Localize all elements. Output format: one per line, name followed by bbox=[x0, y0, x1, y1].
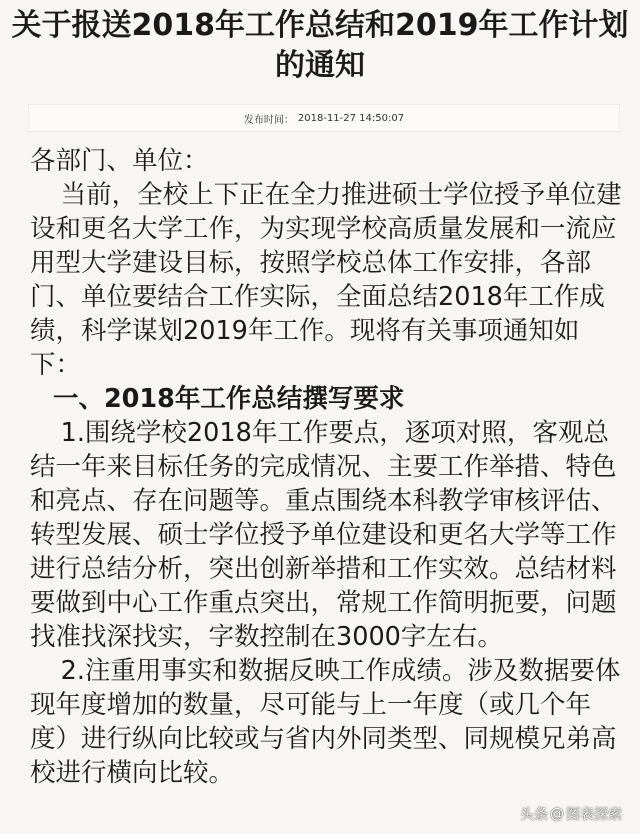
watermark-at: @ bbox=[550, 806, 564, 822]
requirement-item-2: 2.注重用事实和数据反映工作成绩。涉及数据要体现年度增加的数量，尽可能与上一年度（或几个年度）进行纵向比较或与省内外同类型、同规模兄弟高校进行横向比较。 bbox=[30, 656, 621, 788]
watermark-source: 头条 bbox=[520, 807, 548, 823]
section-heading-1: 一、2018年工作总结撰写要求 bbox=[52, 384, 405, 414]
publish-time-value: 2018-11-27 14:50:07 bbox=[297, 112, 405, 124]
notice-body bbox=[30, 144, 626, 790]
intro-paragraph: 当前，全校上下正在全力推进硕士学位授予单位建设和更名大学工作，为实现学校高质量发展和一流应用型大学建设目标，按照学校总体工作安排，各部门、单位要结合工作实际，全面总结2018年工作成绩，科学谋划2019年工作。现将有关事项通知如下： bbox=[30, 180, 622, 380]
notice-title: 关于报送2018年工作总结和2019年工作计划的通知 bbox=[11, 8, 629, 83]
toutiao-watermark bbox=[520, 804, 622, 824]
watermark-author: 图表探索 bbox=[566, 807, 622, 823]
publish-time-label: 发布时间： bbox=[243, 114, 294, 126]
requirement-item-1: 1.围绕学校2018年工作要点，逐项对照，客观总结一年来目标任务的完成情况、主要工作举措、特色和亮点、存在问题等。重点围绕本科教学审核评估、转型发展、硕士学位授予单位建设和更名大学等工作进行总结分析，突出创新举措和工作实效。总结材料要做到中心工作重点突出，常规工作简明扼要，问题找准找深找实，字数控制在3000字左右。 bbox=[30, 418, 617, 652]
publish-info-bar bbox=[28, 104, 620, 132]
salutation: 各部门、单位： bbox=[30, 146, 209, 176]
